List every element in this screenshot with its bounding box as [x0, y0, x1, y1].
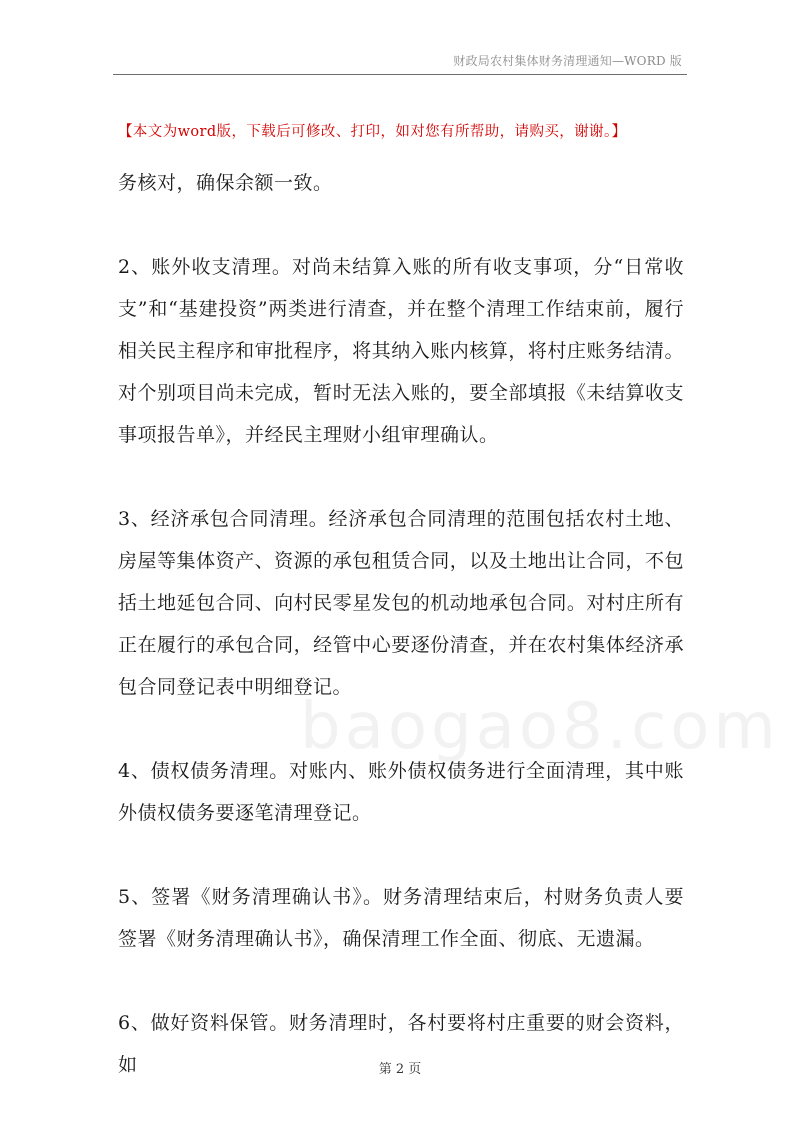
- page-number: 第 2 页: [378, 1062, 422, 1077]
- paragraph-item-6: 6、做好资料保管。财务清理时，各村要将村庄重要的财会资料，如: [118, 1012, 684, 1076]
- paragraph-item-2: 2、账外收支清理。对尚未结算入账的所有收支事项，分“日常收支”和“基建投资”两类进行清查，并在整个清理工作结束前，履行相关民主程序和审批程序，将其纳入账内核算，将村庄账务结清。对个别项目尚未完成，暂时无法入账的，要全部填报《未结算收支事项报告单》，并经民主理财小组审理确认。: [118, 256, 684, 446]
- watermark: baogao8.com: [300, 690, 780, 764]
- document-body: [118, 162, 684, 1086]
- paragraph-item-4: 4、债权债务清理。对账内、账外债权债务进行全面清理，其中账外债权债务要逐笔清理登记。: [118, 760, 684, 824]
- header-divider: [113, 74, 687, 75]
- paragraph-item-5: 5、签署《财务清理确认书》。财务清理结束后，村财务负责人要签署《财务清理确认书》，确保清理工作全面、彻底、无遗漏。: [118, 886, 684, 950]
- page-header-title: 财政局农村集体财务清理通知—WORD 版: [453, 54, 682, 68]
- paragraph-item-3: 3、经济承包合同清理。经济承包合同清理的范围包括农村土地、房屋等集体资产、资源的承包租赁合同，以及土地出让合同，不包括土地延包合同、向村民零星发包的机动地承包合同。对村庄所有正在履行的承包合同，经管中心要逐份清查，并在农村集体经济承包合同登记表中明细登记。: [118, 508, 684, 698]
- download-notice: 【本文为word版，下载后可修改、打印，如对您有所帮助，请购买，谢谢。】: [118, 124, 627, 140]
- paragraph-continuation: 务核对，确保余额一致。: [118, 172, 333, 194]
